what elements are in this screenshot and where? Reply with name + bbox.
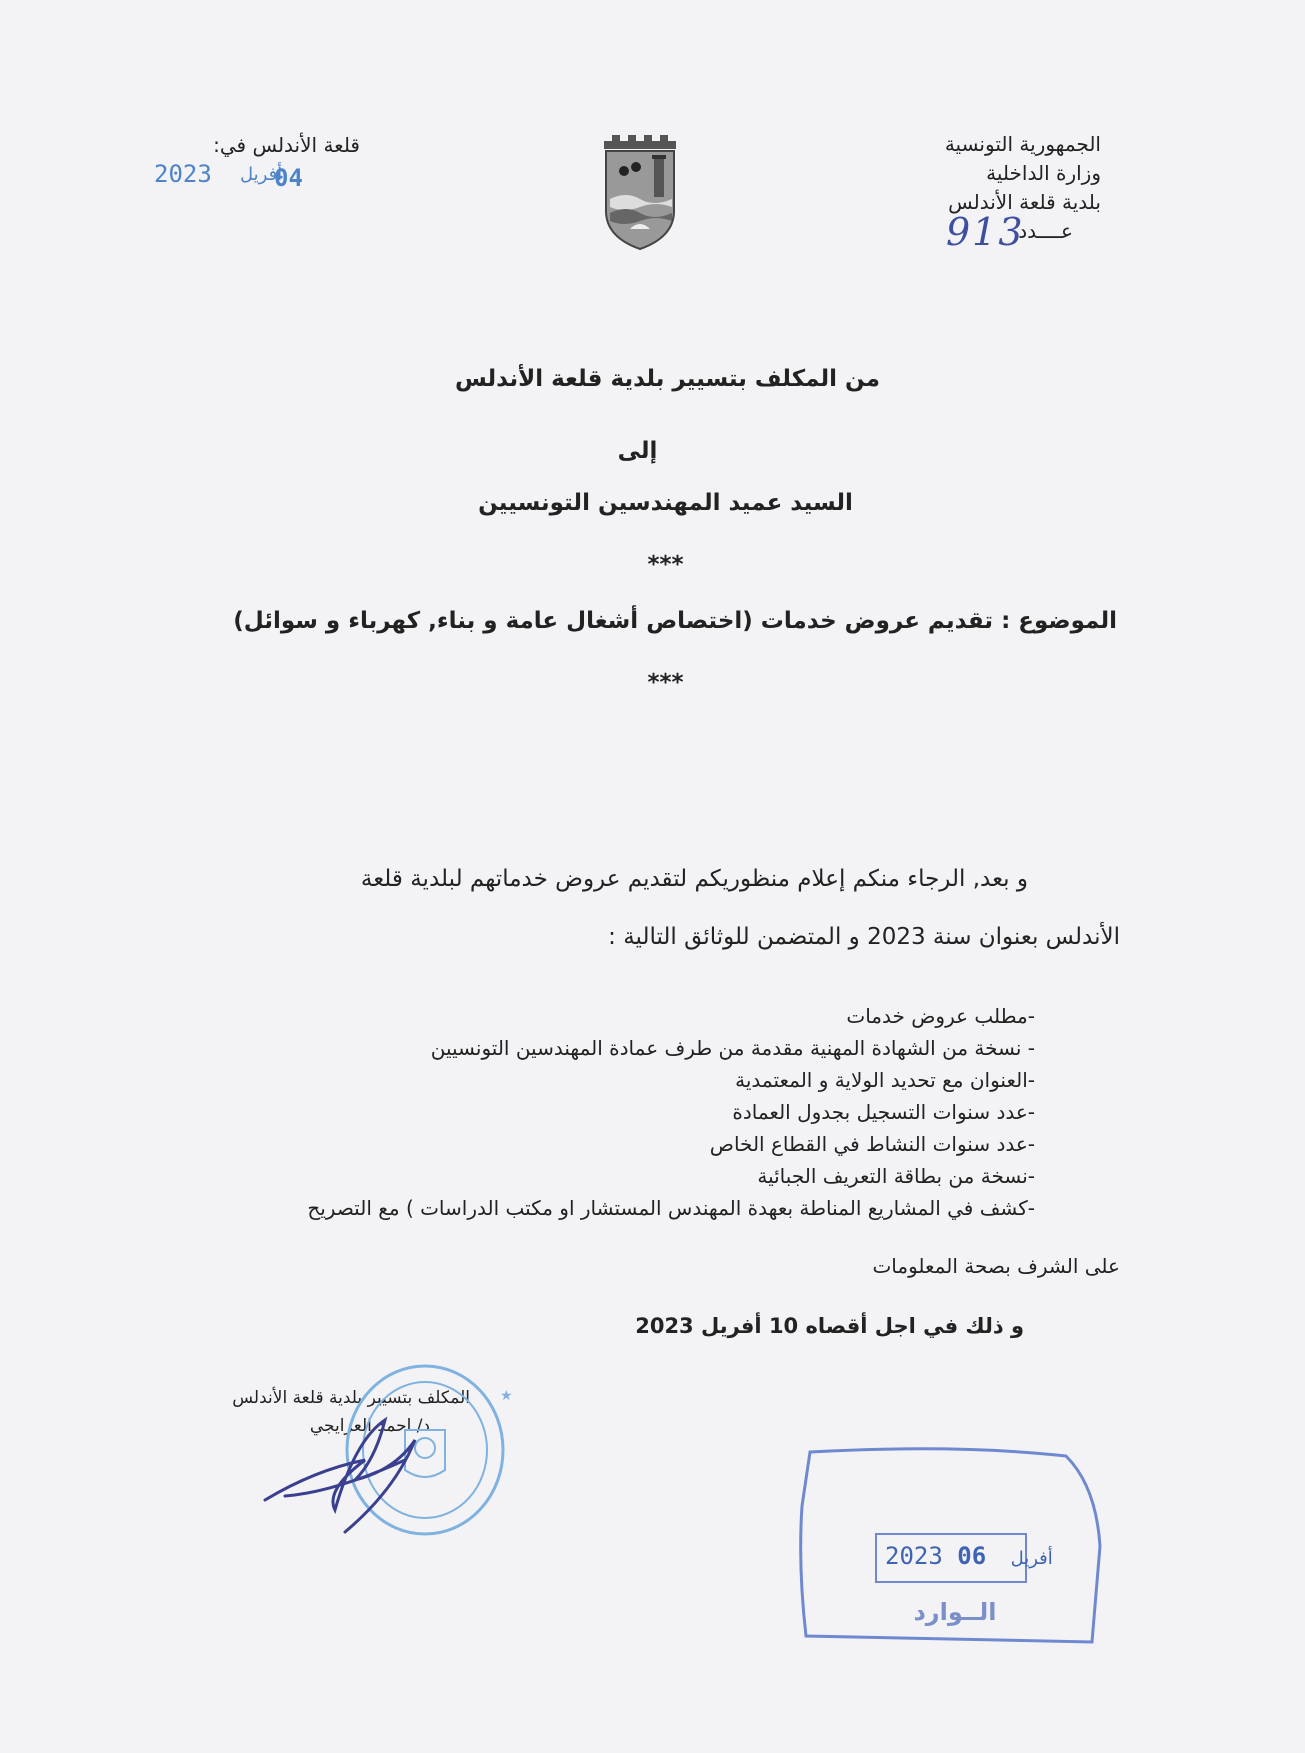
list-item: -كشف في المشاريع المناطة بعهدة المهندس المستشار او مكتب الدراسات ) مع التصريح [307,1196,1035,1220]
issue-date-year: 2023 [154,160,212,188]
issue-date-month: أفريل [240,164,283,185]
list-item: -عدد سنوات النشاط في القطاع الخاص [709,1132,1035,1156]
issuer-line-municipality: بلدية قلعة الأندلس [948,190,1101,214]
list-item-continuation: على الشرف بصحة المعلومات [872,1254,1120,1278]
reference-number-label: عــــدد [1018,219,1073,243]
issuer-block [741,130,1101,246]
signatory-name: د/ احمد العرايجي [309,1416,430,1436]
recipient-line: السيد عميد المهندسين التونسيين [478,490,853,516]
issue-date-day: 04 [274,164,303,192]
body-paragraph-line2: الأندلس بعنوان سنة 2023 و المتضمن للوثائق التالية : [608,924,1120,950]
required-documents-list [275,1000,1035,1224]
issuer-line-republic: الجمهورية التونسية [944,132,1101,156]
svg-text:★: ★ [500,1388,513,1404]
list-item: -مطلب عروض خدمات [846,1004,1035,1028]
received-date-month: أفريل [1010,1548,1053,1569]
to-label: إلى [617,438,658,464]
received-date-day: 06 [957,1542,987,1570]
list-item: -نسخة من بطاقة التعريف الجبائية [757,1164,1035,1188]
list-item: -عدد سنوات التسجيل بجدول العمادة [732,1100,1035,1124]
received-date [885,1542,1065,1570]
list-item: -العنوان مع تحديد الولاية و المعتمدية [735,1068,1035,1092]
deadline-line: و ذلك في اجل أقصاه 10 أفريل 2023 [635,1314,1024,1338]
municipal-coat-of-arms-icon [600,133,680,253]
separator-top: *** [647,552,684,578]
separator-bottom: *** [647,670,684,696]
list-item: - نسخة من الشهادة المهنية مقدمة من طرف عمادة المهندسين التونسيين [430,1036,1035,1060]
handwritten-signature [255,1400,455,1540]
signatory-title: المكلف بتسيير بلدية قلعة الأندلس [232,1388,470,1408]
sender-line: من المكلف بتسيير بلدية قلعة الأندلس [455,366,880,392]
body-paragraph-line1: و بعد, الرجاء منكم إعلام منظوريكم لتقديم عروض خدماتهم لبلدية قلعة [360,866,1028,892]
issuer-line-ministry: وزارة الداخلية [986,161,1101,185]
place-date-label: قلعة الأندلس في: [213,133,360,157]
received-date-year: 2023 [885,1542,943,1570]
reference-number-handwritten: 913 [946,210,1025,254]
subject-line: الموضوع : تقديم عروض خدمات (اختصاص أشغال عامة و بناء, كهرباء و سوائل) [233,608,1117,634]
received-label: الــوارد [913,1598,997,1626]
issue-date-stamp [150,158,340,200]
